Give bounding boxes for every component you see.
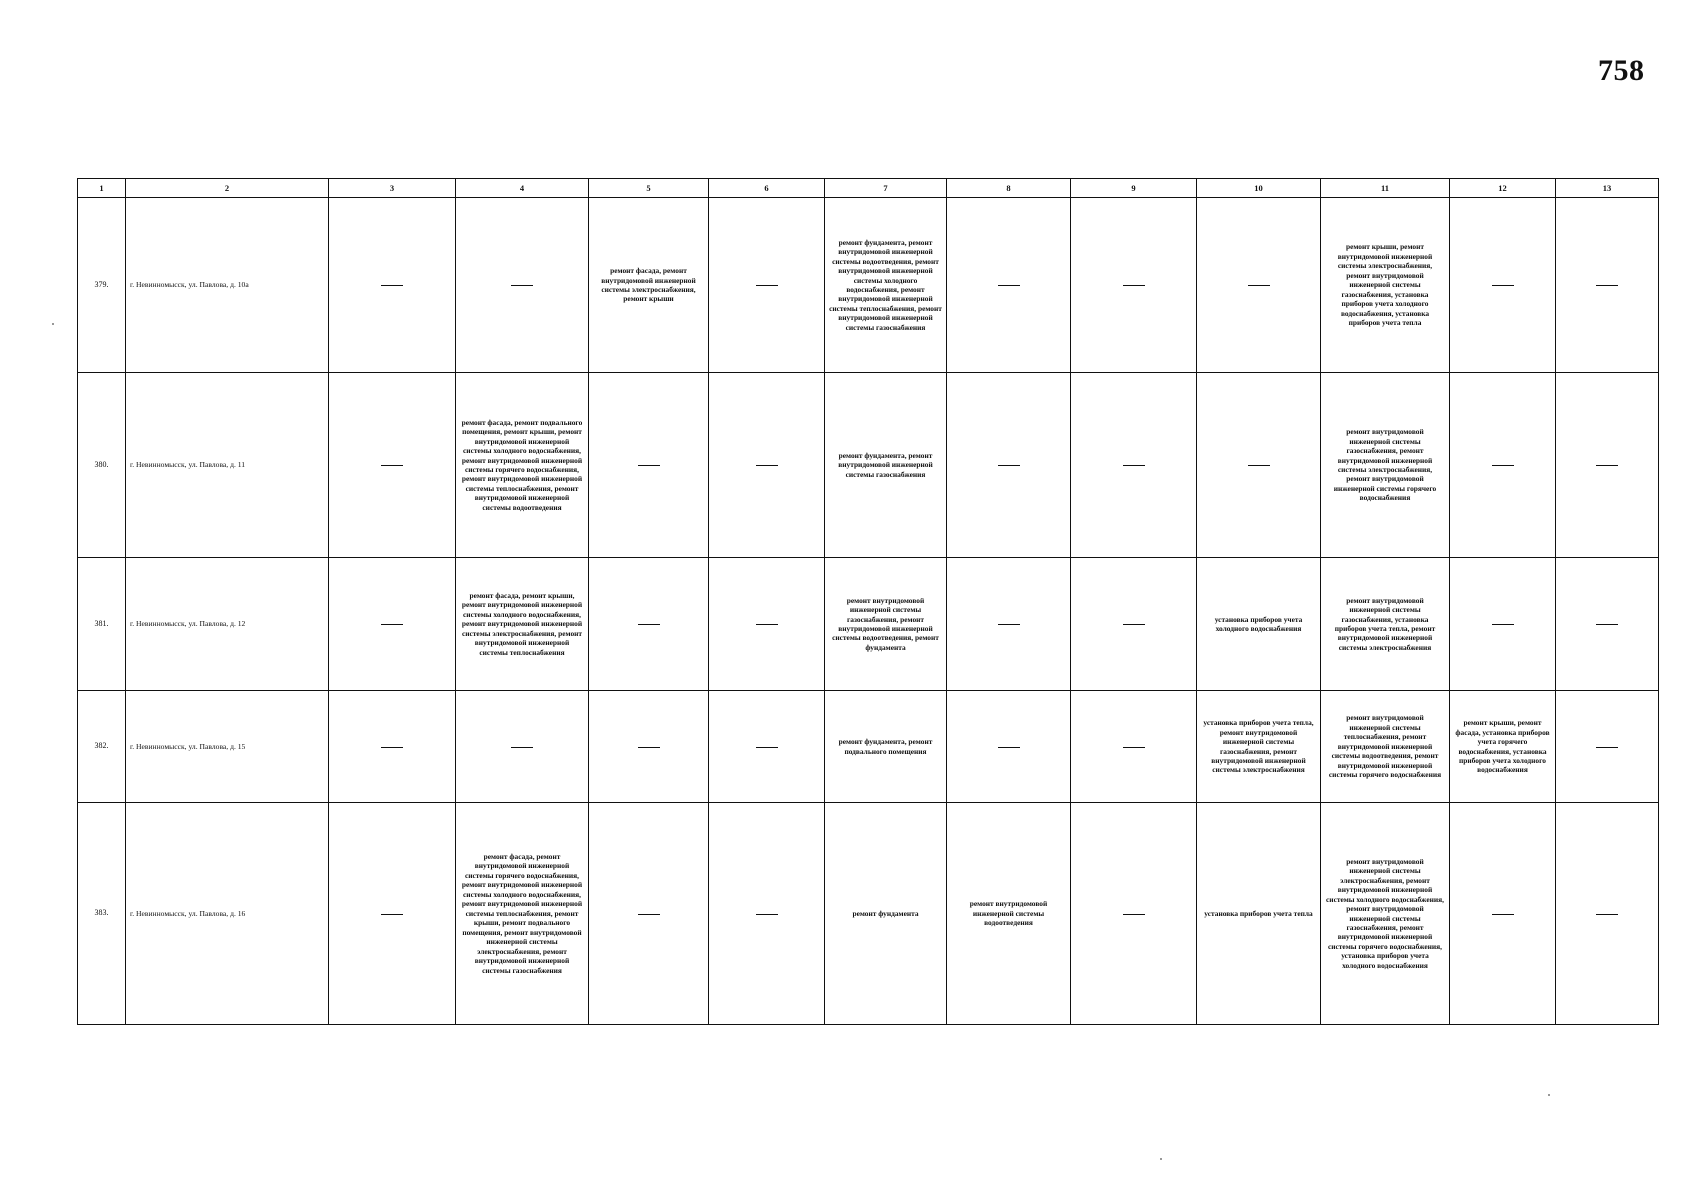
empty-dash (381, 914, 403, 915)
column-number: 2 (126, 179, 329, 198)
work-cell-11: ремонт внутридомовой инженерной системы электроснабжения, ремонт внутридомовой инженерной системы холодного водоснабжения, ремонт внутридомовой инженерной системы газоснабжения, ремонт внутридомовой инженерной системы горячего водоснабжения, установка приборов учета холодного водоснабжения (1321, 803, 1450, 1025)
work-cell-12 (1450, 558, 1556, 691)
row-number: 380. (78, 373, 126, 558)
work-cell-9 (1071, 691, 1197, 803)
empty-dash (381, 747, 403, 748)
empty-dash (1596, 747, 1618, 748)
work-cell-9 (1071, 198, 1197, 373)
work-cell-12 (1450, 198, 1556, 373)
row-number: 381. (78, 558, 126, 691)
column-number: 3 (329, 179, 456, 198)
work-cell-9 (1071, 558, 1197, 691)
work-cell-11: ремонт внутридомовой инженерной системы газоснабжения, установка приборов учета тепла, ремонт внутридомовой инженерной системы электроснабжения (1321, 558, 1450, 691)
empty-dash (1596, 465, 1618, 466)
work-cell-13 (1556, 691, 1659, 803)
column-number: 12 (1450, 179, 1556, 198)
work-cell-5: ремонт фасада, ремонт внутридомовой инженерной системы электроснабжения, ремонт крыши (589, 198, 709, 373)
empty-dash (1248, 285, 1270, 286)
scan-speck (1160, 1158, 1162, 1160)
empty-dash (756, 747, 778, 748)
work-cell-13 (1556, 198, 1659, 373)
work-cell-10 (1197, 198, 1321, 373)
work-cell-7: ремонт фундамента, ремонт внутридомовой инженерной системы водоотведения, ремонт внутридомовой инженерной системы холодного водоснабжения, ремонт внутридомовой инженерной системы теплоснабжения, ремонт внутридомовой инженерной системы газоснабжения (825, 198, 947, 373)
empty-dash (638, 624, 660, 625)
work-cell-3 (329, 558, 456, 691)
work-cell-4: ремонт фасада, ремонт крыши, ремонт внутридомовой инженерной системы холодного водоснабжения, ремонт внутридомовой инженерной системы электроснабжения, ремонт внутридомовой инженерной системы теплоснабжения (456, 558, 589, 691)
address-cell: г. Невинномысск, ул. Павлова, д. 15 (126, 691, 329, 803)
work-cell-13 (1556, 803, 1659, 1025)
work-cell-9 (1071, 803, 1197, 1025)
work-cell-8 (947, 691, 1071, 803)
table-row (78, 803, 1659, 1025)
work-cell-5 (589, 803, 709, 1025)
work-cell-9 (1071, 373, 1197, 558)
empty-dash (1596, 914, 1618, 915)
work-cell-3 (329, 803, 456, 1025)
work-cell-6 (709, 198, 825, 373)
work-cell-8 (947, 558, 1071, 691)
work-cell-6 (709, 373, 825, 558)
work-cell-8 (947, 198, 1071, 373)
empty-dash (1123, 285, 1145, 286)
column-number: 8 (947, 179, 1071, 198)
table-row (78, 373, 1659, 558)
table-row (78, 691, 1659, 803)
work-cell-8: ремонт внутридомовой инженерной системы водоотведения (947, 803, 1071, 1025)
address-cell: г. Невинномысск, ул. Павлова, д. 10а (126, 198, 329, 373)
column-number: 1 (78, 179, 126, 198)
empty-dash (638, 465, 660, 466)
work-cell-13 (1556, 558, 1659, 691)
empty-dash (1123, 914, 1145, 915)
work-cell-5 (589, 558, 709, 691)
work-cell-12: ремонт крыши, ремонт фасада, установка приборов учета горячего водоснабжения, установка приборов учета холодного водоснабжения (1450, 691, 1556, 803)
column-number: 6 (709, 179, 825, 198)
work-cell-12 (1450, 803, 1556, 1025)
work-cell-6 (709, 558, 825, 691)
work-cell-3 (329, 198, 456, 373)
work-cell-4 (456, 198, 589, 373)
column-number: 11 (1321, 179, 1450, 198)
empty-dash (381, 465, 403, 466)
work-cell-5 (589, 691, 709, 803)
work-cell-7: ремонт фундамента, ремонт подвального помещения (825, 691, 947, 803)
work-cell-11: ремонт внутридомовой инженерной системы газоснабжения, ремонт внутридомовой инженерной системы электроснабжения, ремонт внутридомовой инженерной системы горячего водоснабжения (1321, 373, 1450, 558)
empty-dash (998, 465, 1020, 466)
empty-dash (1492, 624, 1514, 625)
empty-dash (1596, 285, 1618, 286)
scan-speck (52, 323, 54, 325)
empty-dash (638, 914, 660, 915)
empty-dash (1248, 465, 1270, 466)
work-cell-3 (329, 373, 456, 558)
work-cell-4: ремонт фасада, ремонт внутридомовой инженерной системы горячего водоснабжения, ремонт внутридомовой инженерной системы холодного водоснабжения, ремонт внутридомовой инженерной системы теплоснабжения, ремонт крыши, ремонт подвального помещения, ремонт внутридомовой инженерной системы электроснабжения, ремонт внутридомовой инженерной системы газоснабжения (456, 803, 589, 1025)
empty-dash (1596, 624, 1618, 625)
work-cell-8 (947, 373, 1071, 558)
column-number: 5 (589, 179, 709, 198)
work-cell-10 (1197, 373, 1321, 558)
empty-dash (1123, 747, 1145, 748)
work-cell-10: установка приборов учета холодного водоснабжения (1197, 558, 1321, 691)
column-number-header-row (78, 179, 1659, 198)
empty-dash (756, 624, 778, 625)
work-cell-7: ремонт фундамента, ремонт внутридомовой инженерной системы газоснабжения (825, 373, 947, 558)
address-cell: г. Невинномысск, ул. Павлова, д. 11 (126, 373, 329, 558)
work-cell-13 (1556, 373, 1659, 558)
empty-dash (1492, 285, 1514, 286)
work-cell-12 (1450, 373, 1556, 558)
row-number: 383. (78, 803, 126, 1025)
empty-dash (638, 747, 660, 748)
row-number: 379. (78, 198, 126, 373)
work-cell-5 (589, 373, 709, 558)
empty-dash (998, 747, 1020, 748)
empty-dash (381, 285, 403, 286)
column-number: 10 (1197, 179, 1321, 198)
work-cell-7: ремонт фундамента (825, 803, 947, 1025)
work-cell-10: установка приборов учета тепла, ремонт внутридомовой инженерной системы газоснабжения, ремонт внутридомовой инженерной системы электроснабжения (1197, 691, 1321, 803)
repair-schedule-table (77, 178, 1659, 1025)
work-cell-4 (456, 691, 589, 803)
empty-dash (998, 624, 1020, 625)
empty-dash (756, 914, 778, 915)
page-number: 758 (1598, 54, 1645, 87)
empty-dash (1492, 914, 1514, 915)
work-cell-4: ремонт фасада, ремонт подвального помещения, ремонт крыши, ремонт внутридомовой инженерной системы холодного водоснабжения, ремонт внутридомовой инженерной системы горячего водоснабжения, ремонт внутридомовой инженерной системы теплоснабжения, ремонт внутридомовой инженерной системы водоотведения (456, 373, 589, 558)
table-row (78, 198, 1659, 373)
table-row (78, 558, 1659, 691)
empty-dash (511, 285, 533, 286)
row-number: 382. (78, 691, 126, 803)
work-cell-11: ремонт крыши, ремонт внутридомовой инженерной системы электроснабжения, ремонт внутридомовой инженерной системы газоснабжения, установка приборов учета холодного водоснабжения, установка приборов учета тепла (1321, 198, 1450, 373)
scan-speck (1548, 1094, 1550, 1096)
empty-dash (511, 747, 533, 748)
column-number: 13 (1556, 179, 1659, 198)
column-number: 7 (825, 179, 947, 198)
work-cell-11: ремонт внутридомовой инженерной системы теплоснабжения, ремонт внутридомовой инженерной системы водоотведения, ремонт внутридомовой инженерной системы горячего водоснабжения (1321, 691, 1450, 803)
address-cell: г. Невинномысск, ул. Павлова, д. 12 (126, 558, 329, 691)
work-cell-10: установка приборов учета тепла (1197, 803, 1321, 1025)
empty-dash (381, 624, 403, 625)
work-cell-3 (329, 691, 456, 803)
empty-dash (998, 285, 1020, 286)
empty-dash (1123, 465, 1145, 466)
work-cell-7: ремонт внутридомовой инженерной системы газоснабжения, ремонт внутридомовой инженерной системы водоотведения, ремонт фундамента (825, 558, 947, 691)
empty-dash (756, 465, 778, 466)
column-number: 4 (456, 179, 589, 198)
column-number: 9 (1071, 179, 1197, 198)
empty-dash (1123, 624, 1145, 625)
work-cell-6 (709, 691, 825, 803)
address-cell: г. Невинномысск, ул. Павлова, д. 16 (126, 803, 329, 1025)
empty-dash (1492, 465, 1514, 466)
empty-dash (756, 285, 778, 286)
work-cell-6 (709, 803, 825, 1025)
